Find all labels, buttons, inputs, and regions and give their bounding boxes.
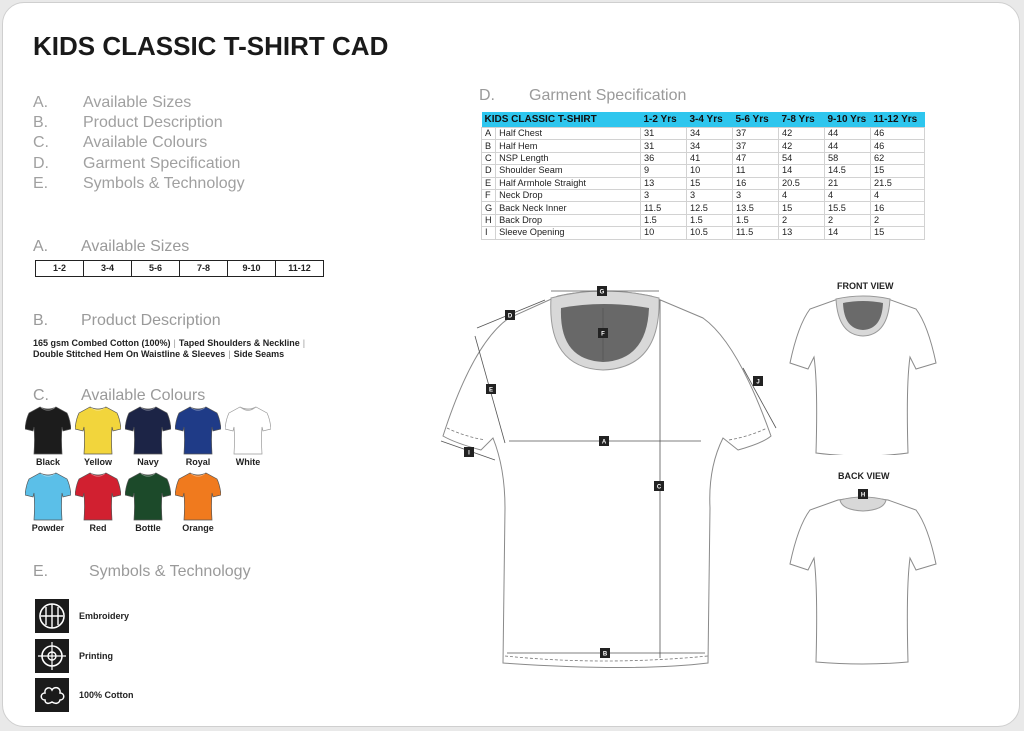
spec-cell: 15 <box>779 202 825 214</box>
marker-b <box>600 648 610 658</box>
spec-cell: 14 <box>779 165 825 177</box>
spec-cell: Back Drop <box>496 214 641 226</box>
colour-name: Navy <box>137 457 159 467</box>
spec-table <box>481 112 925 240</box>
spec-header-cell: KIDS CLASSIC T-SHIRT <box>482 112 641 128</box>
svg-text:J: J <box>756 379 760 386</box>
spec-cell: 46 <box>871 140 925 152</box>
spec-cell: 37 <box>733 140 779 152</box>
spec-cell: Half Hem <box>496 140 641 152</box>
colour-swatch-navy[interactable] <box>123 405 173 467</box>
spec-row <box>482 128 925 140</box>
colour-swatch-yellow[interactable] <box>73 405 123 467</box>
toc-item[interactable]: C. Available Colours <box>33 134 208 152</box>
svg-text:D: D <box>507 313 513 320</box>
spec-cell: 21 <box>825 177 871 189</box>
spec-cell: 44 <box>825 140 871 152</box>
spec-cell: H <box>482 214 496 226</box>
tshirt-swatch-icon <box>25 471 71 521</box>
tshirt-swatch-icon <box>75 471 121 521</box>
colour-swatch-bottle[interactable] <box>123 471 173 533</box>
spec-cell: 2 <box>825 214 871 226</box>
spec-cell: Half Chest <box>496 128 641 140</box>
spec-cell: 13.5 <box>733 202 779 214</box>
colour-name: Orange <box>182 523 214 533</box>
tshirt-technical-drawing <box>433 278 793 678</box>
toc-item[interactable]: D. Garment Specification <box>33 154 241 172</box>
colour-swatch-powder[interactable] <box>23 471 73 533</box>
spec-cell: 34 <box>687 128 733 140</box>
marker-h <box>858 489 868 499</box>
spec-cell: 11.5 <box>733 227 779 239</box>
marker-j <box>753 376 763 386</box>
spec-header-row <box>482 112 925 128</box>
spec-cell: 58 <box>825 152 871 164</box>
size-chip[interactable]: 5-6 <box>132 261 180 276</box>
spec-row <box>482 227 925 239</box>
tshirt-swatch-icon <box>225 405 271 455</box>
spec-body <box>482 128 925 240</box>
spec-cell: 14.5 <box>825 165 871 177</box>
spec-cell: 42 <box>779 128 825 140</box>
spec-cell: NSP Length <box>496 152 641 164</box>
spec-cell: 2 <box>779 214 825 226</box>
svg-text:B: B <box>602 651 608 658</box>
back-view-label: BACK VIEW <box>838 471 890 481</box>
tshirt-swatch-icon <box>25 405 71 455</box>
spec-row <box>482 165 925 177</box>
size-chip[interactable]: 1-2 <box>36 261 84 276</box>
colour-name: Yellow <box>83 457 112 467</box>
spec-row <box>482 140 925 152</box>
symbol-label: Embroidery <box>79 611 130 621</box>
svg-text:G: G <box>599 289 605 296</box>
size-list <box>35 260 324 277</box>
spec-header-cell: 1-2 Yrs <box>641 112 687 128</box>
spec-cell: 42 <box>779 140 825 152</box>
embroidery-icon <box>35 599 69 633</box>
tshirt-swatch-icon <box>125 405 171 455</box>
tshirt-swatch-icon <box>175 405 221 455</box>
spec-heading: D. Garment Specification <box>479 87 687 104</box>
spec-cell: Shoulder Seam <box>496 165 641 177</box>
marker-e <box>486 384 496 394</box>
colour-swatch-orange[interactable] <box>173 471 223 533</box>
spec-cell: 15 <box>687 177 733 189</box>
size-chip[interactable]: 7-8 <box>180 261 228 276</box>
tshirt-swatch-icon <box>175 471 221 521</box>
spec-cell: Back Neck Inner <box>496 202 641 214</box>
spec-cell: 9 <box>641 165 687 177</box>
spec-cell: 20.5 <box>779 177 825 189</box>
marker-d <box>505 310 515 320</box>
colour-swatch-white[interactable] <box>223 405 273 467</box>
spec-row <box>482 177 925 189</box>
front-view-drawing <box>788 295 938 455</box>
cotton-icon <box>35 678 69 712</box>
spec-row <box>482 152 925 164</box>
svg-text:C: C <box>656 484 662 491</box>
printing-icon <box>35 639 69 673</box>
marker-a <box>599 436 609 446</box>
spec-cell: Sleeve Opening <box>496 227 641 239</box>
spec-cell: B <box>482 140 496 152</box>
spec-cell: E <box>482 177 496 189</box>
colour-name: Royal <box>185 457 211 467</box>
spec-cell: 10 <box>641 227 687 239</box>
spec-cell: 16 <box>733 177 779 189</box>
spec-cell: 31 <box>641 140 687 152</box>
symbol-label: Printing <box>79 651 113 661</box>
colour-swatch-red[interactable] <box>73 471 123 533</box>
spec-cell: 21.5 <box>871 177 925 189</box>
spec-cell: 11 <box>733 165 779 177</box>
description-heading: B. Product Description <box>33 312 221 329</box>
marker-g <box>597 286 607 296</box>
spec-header-cell: 5-6 Yrs <box>733 112 779 128</box>
spec-cell: G <box>482 202 496 214</box>
spec-cell: D <box>482 165 496 177</box>
spec-cell: 34 <box>687 140 733 152</box>
toc-item[interactable]: B. Product Description <box>33 114 223 132</box>
spec-cell: 44 <box>825 128 871 140</box>
spec-header-cell: 9-10 Yrs <box>825 112 871 128</box>
toc-item[interactable]: E. Symbols & Technology <box>33 174 245 192</box>
colour-name: Bottle <box>135 523 161 533</box>
symbol-embroidery <box>35 599 129 633</box>
svg-text:F: F <box>601 331 605 338</box>
spec-cell: 41 <box>687 152 733 164</box>
size-chip[interactable]: 3-4 <box>84 261 132 276</box>
size-chip[interactable]: 11-12 <box>288 263 311 273</box>
sizes-heading: A. Available Sizes <box>33 238 190 255</box>
spec-cell: 1.5 <box>687 214 733 226</box>
colour-name: White <box>235 457 261 467</box>
spec-cell: Half Armhole Straight <box>496 177 641 189</box>
spec-cell: 16 <box>871 202 925 214</box>
spec-cell: 15 <box>871 165 925 177</box>
spec-cell: 13 <box>641 177 687 189</box>
spec-cell: 14 <box>825 227 871 239</box>
colour-name: Black <box>35 457 61 467</box>
spec-cell: 37 <box>733 128 779 140</box>
spec-cell: 54 <box>779 152 825 164</box>
product-description: 165 gsm Combed Cotton (100%) | Taped Shoulders & Neckline | Double Stitched Hem On Waistline & Sleeves | Side Seams <box>33 338 306 359</box>
spec-header-cell: 7-8 Yrs <box>779 112 825 128</box>
spec-cell: 15 <box>871 227 925 239</box>
spec-cell: 3 <box>687 189 733 201</box>
colours-heading: C. Available Colours <box>33 387 206 404</box>
spec-row <box>482 214 925 226</box>
tshirt-swatch-icon <box>75 405 121 455</box>
back-outline <box>790 498 936 664</box>
colour-name: Red <box>89 523 107 533</box>
spec-header-cell: 3-4 Yrs <box>687 112 733 128</box>
spec-cell: C <box>482 152 496 164</box>
symbol-label: 100% Cotton <box>79 690 134 700</box>
spec-cell: 10.5 <box>687 227 733 239</box>
colour-swatch-black[interactable] <box>23 405 73 467</box>
spec-cell: A <box>482 128 496 140</box>
svg-text:A: A <box>601 439 607 446</box>
spec-cell: 4 <box>779 189 825 201</box>
spec-cell: F <box>482 189 496 201</box>
spec-cell: 46 <box>871 128 925 140</box>
spec-header-cell: 11-12 Yrs <box>871 112 925 128</box>
spec-cell: 3 <box>733 189 779 201</box>
spec-cell: 12.5 <box>687 202 733 214</box>
spec-cell: 1.5 <box>733 214 779 226</box>
symbol-printing <box>35 639 113 673</box>
marker-i <box>464 447 474 457</box>
svg-text:H: H <box>860 492 866 499</box>
page-title: KIDS CLASSIC T-SHIRT CAD <box>33 31 389 61</box>
spec-cell: 2 <box>871 214 925 226</box>
back-view-drawing <box>788 488 938 668</box>
spec-cell: 11.5 <box>641 202 687 214</box>
marker-f <box>598 328 608 338</box>
spec-cell: 1.5 <box>641 214 687 226</box>
spec-cell: 10 <box>687 165 733 177</box>
spec-cell: 62 <box>871 152 925 164</box>
spec-cell: 47 <box>733 152 779 164</box>
table-of-contents <box>33 93 245 194</box>
spec-cell: 31 <box>641 128 687 140</box>
spec-cell: 3 <box>641 189 687 201</box>
svg-text:E: E <box>488 387 494 394</box>
colour-swatch-royal[interactable] <box>173 405 223 467</box>
tshirt-swatch-icon <box>125 471 171 521</box>
size-chip[interactable]: 9-10 <box>228 261 276 276</box>
spec-cell: Neck Drop <box>496 189 641 201</box>
spec-cell: 36 <box>641 152 687 164</box>
spec-cell: 13 <box>779 227 825 239</box>
toc-item[interactable]: A. Available Sizes <box>33 94 192 111</box>
symbol-cotton <box>35 678 134 712</box>
symbols-heading: E. Symbols & Technology <box>33 563 251 580</box>
spec-cell: 4 <box>825 189 871 201</box>
spec-cell: 15.5 <box>825 202 871 214</box>
marker-c <box>654 481 664 491</box>
spec-row <box>482 202 925 214</box>
spec-cell: I <box>482 227 496 239</box>
svg-text:I: I <box>468 450 470 457</box>
spec-row <box>482 189 925 201</box>
colour-name: Powder <box>31 523 65 533</box>
front-view-label: FRONT VIEW <box>837 281 894 291</box>
spec-cell: 4 <box>871 189 925 201</box>
cad-sheet <box>2 2 1020 727</box>
